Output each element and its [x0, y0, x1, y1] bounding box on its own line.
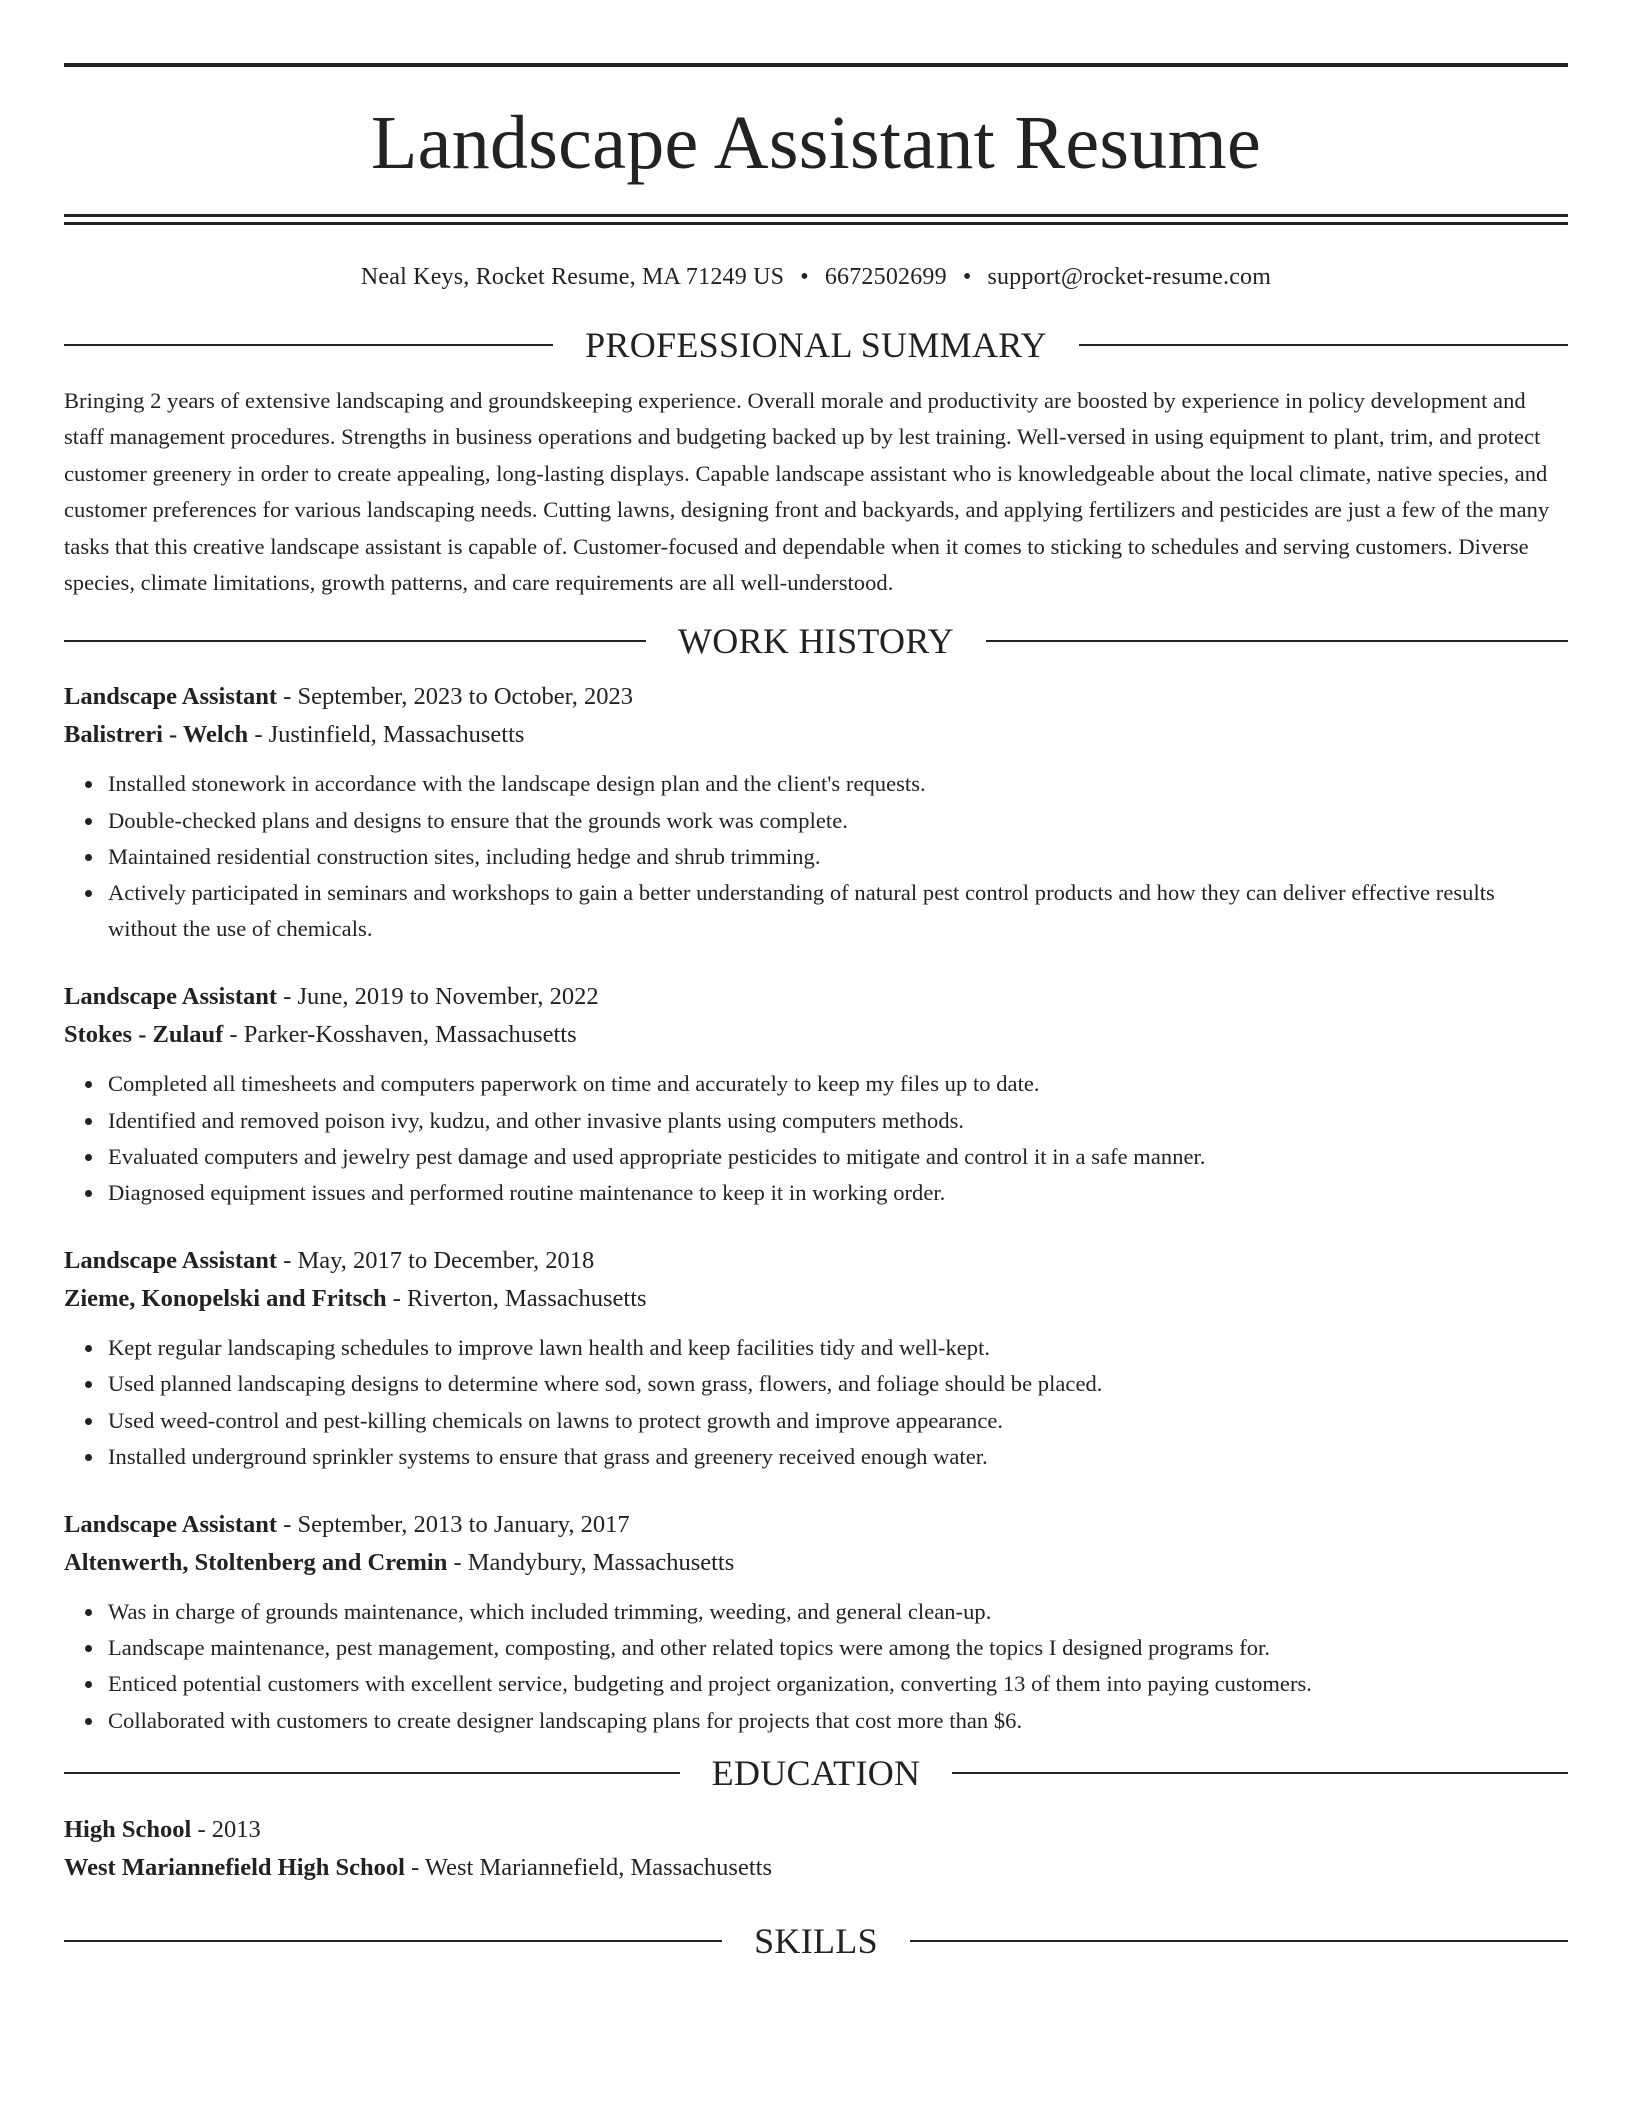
job-bullets	[64, 1066, 1568, 1211]
section-heading-education	[64, 1753, 1568, 1793]
list-item: Evaluated computers and jewelry pest damage and used appropriate pesticides to mitigate and control it in a safe manner.	[108, 1139, 1568, 1175]
list-item: Installed underground sprinkler systems to ensure that grass and greenery received enough water.	[108, 1439, 1568, 1475]
job-title-line	[64, 978, 1568, 1016]
job-entry	[64, 1506, 1568, 1739]
list-item: Completed all timesheets and computers paperwork on time and accurately to keep my files up to date.	[108, 1066, 1568, 1102]
heading-rule-right	[1079, 344, 1568, 346]
job-location: - Justinfield, Massachusetts	[248, 721, 525, 749]
resume-page	[64, 0, 1568, 1961]
job-bullets	[64, 1330, 1568, 1475]
list-item: Enticed potential customers with excellent service, budgeting and project organization, converting 13 of them into paying customers.	[108, 1666, 1568, 1702]
education-degree-line	[64, 1811, 1568, 1849]
contact-phone: 6672502699	[824, 264, 947, 290]
section-heading-skills	[64, 1921, 1568, 1961]
list-item: Was in charge of grounds maintenance, which included trimming, weeding, and general clean-up.	[108, 1594, 1568, 1630]
contact-address: Neal Keys, Rocket Resume, MA 71249 US	[360, 264, 785, 290]
list-item: Identified and removed poison ivy, kudzu, and other invasive plants using computers methods.	[108, 1103, 1568, 1139]
top-rule	[64, 63, 1568, 67]
section-title-education: EDUCATION	[711, 1752, 921, 1793]
job-company-line	[64, 1544, 1568, 1582]
heading-rule-right	[986, 640, 1568, 642]
job-company: Stokes - Zulauf	[64, 1021, 224, 1049]
list-item: Maintained residential construction sites, including hedge and shrub trimming.	[108, 839, 1568, 875]
title-double-rule	[64, 214, 1568, 225]
list-item: Installed stonework in accordance with the landscape design plan and the client's requests.	[108, 766, 1568, 802]
education-year: - 2013	[191, 1815, 261, 1843]
list-item: Double-checked plans and designs to ensure that the grounds work was complete.	[108, 803, 1568, 839]
education-school: West Mariannefield High School	[64, 1853, 405, 1881]
job-company-line	[64, 716, 1568, 754]
job-title: Landscape Assistant	[64, 1247, 278, 1275]
heading-rule-left	[64, 640, 646, 642]
list-item: Collaborated with customers to create designer landscaping plans for projects that cost more than $6.	[108, 1703, 1568, 1739]
page-title: Landscape Assistant Resume	[370, 101, 1262, 185]
heading-rule-left	[64, 344, 553, 346]
job-location: - Parker-Kosshaven, Massachusetts	[223, 1021, 577, 1049]
education-location: - West Mariannefield, Massachusetts	[404, 1853, 772, 1881]
education-entry	[64, 1811, 1568, 1887]
job-dates: - September, 2013 to January, 2017	[277, 1511, 630, 1539]
section-title-work: WORK HISTORY	[678, 621, 954, 662]
education-school-line	[64, 1849, 1568, 1887]
job-location: - Mandybury, Massachusetts	[447, 1549, 735, 1577]
contact-line	[64, 262, 1568, 292]
job-company-line	[64, 1280, 1568, 1318]
job-title-line	[64, 678, 1568, 716]
job-company: Zieme, Konopelski and Fritsch	[64, 1285, 387, 1313]
list-item: Actively participated in seminars and workshops to gain a better understanding of natural pest control products and how they can deliver effective results without the use of chemicals.	[108, 875, 1568, 947]
heading-rule-right	[952, 1772, 1568, 1774]
list-item: Kept regular landscaping schedules to improve lawn health and keep facilities tidy and well-kept.	[108, 1330, 1568, 1366]
job-title-line	[64, 1242, 1568, 1280]
job-company-line	[64, 1016, 1568, 1054]
section-heading-work	[64, 621, 1568, 661]
job-company: Altenwerth, Stoltenberg and Cremin	[64, 1549, 448, 1577]
list-item: Diagnosed equipment issues and performed routine maintenance to keep it in working order.	[108, 1175, 1568, 1211]
list-item: Landscape maintenance, pest management, composting, and other related topics were among the topics I designed programs for.	[108, 1630, 1568, 1666]
job-dates: - June, 2019 to November, 2022	[277, 983, 599, 1011]
contact-separator: •	[800, 264, 809, 290]
section-title-skills: SKILLS	[754, 1920, 878, 1961]
job-bullets	[64, 766, 1568, 947]
section-title-summary: PROFESSIONAL SUMMARY	[585, 325, 1047, 365]
job-entry	[64, 678, 1568, 947]
job-title: Landscape Assistant	[64, 983, 278, 1011]
heading-rule-left	[64, 1772, 680, 1774]
job-entry	[64, 978, 1568, 1211]
job-title-line	[64, 1506, 1568, 1544]
heading-rule-left	[64, 1940, 722, 1942]
list-item: Used planned landscaping designs to determine where sod, sown grass, flowers, and foliage should be placed.	[108, 1366, 1568, 1402]
job-title: Landscape Assistant	[64, 1511, 278, 1539]
heading-rule-right	[910, 1940, 1568, 1942]
list-item: Used weed-control and pest-killing chemicals on lawns to protect growth and improve appearance.	[108, 1403, 1568, 1439]
job-company: Balistreri - Welch	[64, 721, 249, 749]
job-entry	[64, 1242, 1568, 1475]
contact-email: support@rocket-resume.com	[987, 264, 1272, 290]
education-degree: High School	[64, 1815, 192, 1843]
summary-paragraph: Bringing 2 years of extensive landscaping and groundskeeping experience. Overall morale and productivity are boosted by experience in policy development and staff management procedures. Strengths in business operations and budgeting backed up by lest training. Well-versed in using equipment to plant, trim, and protect customer greenery in order to create appealing, long-lasting displays. Capable landscape assistant who is knowledgeable about the local climate, native species, and customer preferences for various landscaping needs. Cutting lawns, designing front and backyards, and applying fertilizers and pesticides are just a few of the many tasks that this creative landscape assistant is capable of. Customer-focused and dependable when it comes to sticking to schedules and serving customers. Diverse species, climate limitations, growth patterns, and care requirements are all well-understood.	[64, 388, 1550, 596]
section-heading-summary	[64, 325, 1568, 365]
contact-separator: •	[962, 264, 972, 290]
job-title: Landscape Assistant	[64, 683, 278, 711]
job-dates: - September, 2023 to October, 2023	[277, 683, 634, 711]
job-dates: - May, 2017 to December, 2018	[277, 1247, 595, 1275]
job-bullets	[64, 1594, 1568, 1739]
job-location: - Riverton, Massachusetts	[386, 1285, 647, 1313]
